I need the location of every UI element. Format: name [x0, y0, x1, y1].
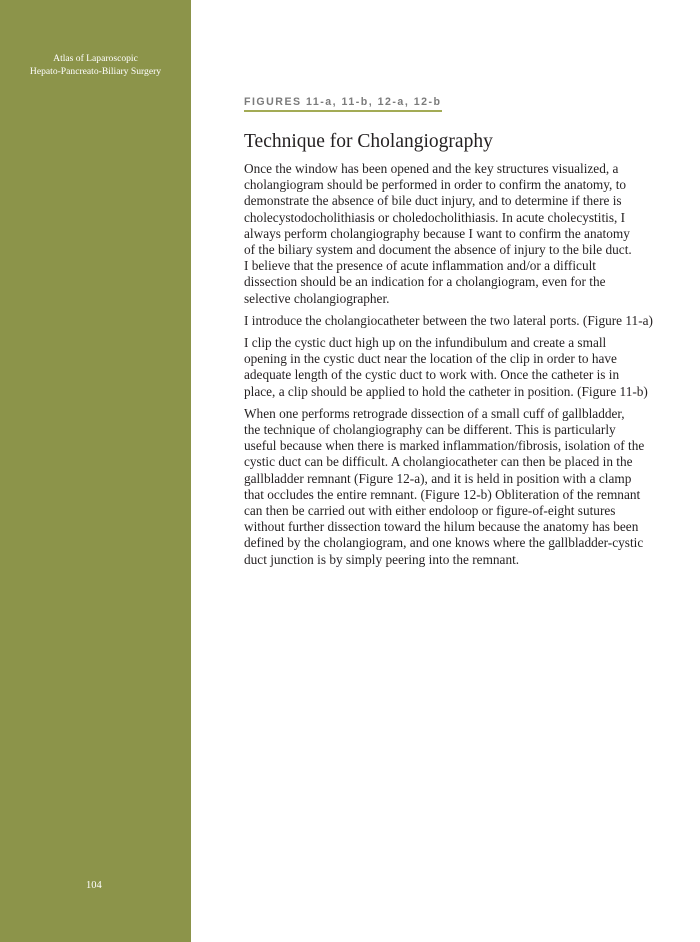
text-line: the technique of cholangiography can be different. This is particularly [244, 422, 616, 438]
body-text [244, 161, 684, 574]
text-line: selective cholangiographer. [244, 290, 390, 306]
text-line: gallbladder remnant (Figure 12-a), and it is held in position with a clamp [244, 470, 632, 486]
text-line: cholangiogram should be performed in order to confirm the anatomy, to [244, 177, 627, 193]
text-line: dissection should be an indication for a cholangiogram, even for the [244, 274, 606, 290]
text-line: defined by the cholangiogram, and one knows where the gallbladder-cystic [244, 535, 644, 551]
paragraph [244, 161, 684, 307]
paragraph [244, 313, 684, 329]
text-line: always perform cholangiography because I want to confirm the anatomy [244, 225, 630, 241]
text-line: adequate length of the cystic duct to work with. Once the catheter is in [244, 367, 620, 383]
text-line: can then be carried out with either endoloop or figure-of-eight sutures [244, 503, 616, 519]
paragraph [244, 406, 684, 568]
text-line: cholecystodocholithiasis or choledocholithiasis. In acute cholecystitis, I [244, 209, 626, 225]
text-line: place, a clip should be applied to hold the catheter in position. (Figure 11-b) [244, 383, 648, 399]
text-line: without further dissection toward the hilum because the anatomy has been [244, 519, 639, 535]
text-line: When one performs retrograde dissection of a small cuff of gallbladder, [244, 405, 625, 421]
book-title-line: Hepato-Pancreato-Biliary Surgery [29, 66, 162, 77]
figure-label: FIGURES 11-a, 11-b, 12-a, 12-b [244, 96, 442, 112]
text-line: demonstrate the absence of bile duct injury, and to determine if there is [244, 193, 622, 209]
text-line: I believe that the presence of acute inflammation and/or a difficult [244, 258, 596, 274]
text-line: cystic duct can be difficult. A cholangiocatheter can then be placed in the [244, 454, 633, 470]
text-line: of the biliary system and document the absence of injury to the bile duct. [244, 242, 632, 258]
book-title-line: Atlas of Laparoscopic [53, 53, 138, 64]
section-heading: Technique for Cholangiography [244, 131, 493, 152]
text-line: I clip the cystic duct high up on the infundibulum and create a small [244, 335, 607, 351]
page-number: 104 [86, 880, 102, 891]
text-line: that occludes the entire remnant. (Figure 12-b) Obliteration of the remnant [244, 486, 641, 502]
paragraph [244, 335, 684, 400]
book-title [0, 52, 191, 78]
sidebar [0, 0, 191, 942]
text-line: I introduce the cholangiocatheter between the two lateral ports. (Figure 11-a) [244, 312, 653, 328]
text-line: duct junction is by simply peering into the remnant. [244, 551, 520, 567]
text-line: opening in the cystic duct near the location of the clip in order to have [244, 351, 617, 367]
text-line: useful because when there is marked inflammation/fibrosis, isolation of the [244, 438, 645, 454]
text-line: Once the window has been opened and the key structures visualized, a [244, 161, 619, 176]
